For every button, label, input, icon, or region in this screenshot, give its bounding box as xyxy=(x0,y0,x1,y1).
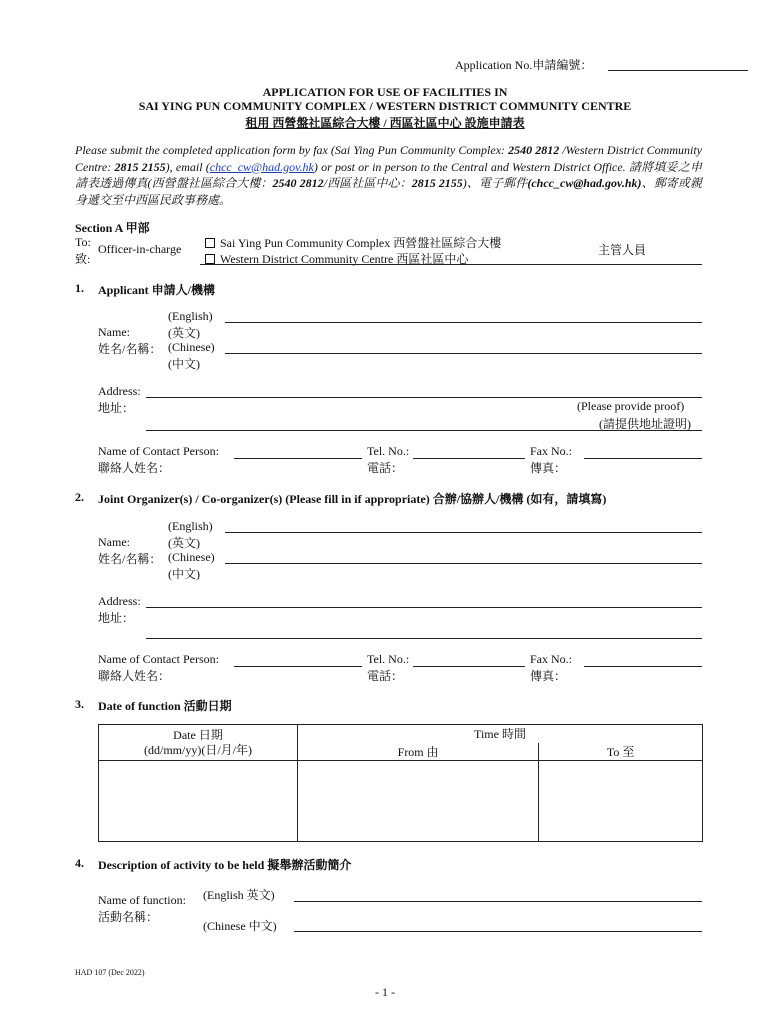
s1-proof-note: (Please provide proof) xyxy=(577,399,685,413)
s1-tel-label: Tel. No.: xyxy=(367,444,410,458)
function-name-label-zh: 活動名稱： xyxy=(98,910,159,924)
s1-address-field-1[interactable] xyxy=(146,397,702,398)
application-no-field[interactable] xyxy=(608,70,748,71)
time-header: Time 時間 xyxy=(298,725,703,743)
page-number: - 1 - xyxy=(375,985,395,999)
s1-chinese-label: (Chinese) xyxy=(168,340,215,354)
s2-name-chinese-field[interactable] xyxy=(225,563,702,564)
s2-contact-label: Name of Contact Person: xyxy=(98,652,219,666)
s2-tel-label-zh: 電話： xyxy=(367,669,404,683)
s2-address-label-zh: 地址： xyxy=(98,611,135,625)
s2-fax-field[interactable] xyxy=(584,666,702,667)
s2-chinese-label: (Chinese) xyxy=(168,550,215,564)
date-cell[interactable] xyxy=(99,761,298,842)
s2-fax-label-zh: 傳真： xyxy=(530,669,567,683)
s2-tel-label: Tel. No.: xyxy=(367,652,410,666)
to-label-zh: 致: xyxy=(75,252,91,266)
s3-number: 3. xyxy=(75,697,84,711)
s1-contact-label-zh: 聯絡人姓名： xyxy=(98,461,171,475)
s1-fax-field[interactable] xyxy=(584,458,702,459)
function-chinese-label: (Chinese 中文) xyxy=(203,919,277,933)
intro-paragraph: Please submit the completed application form by fax (Sai Ying Pun Community Complex: 2540 2812 /Western District Community Centre: 2815 2155), email (chcc_cw@had.gov.hk) or post or in person to the Central and Western District Office. 請將填妥之申請表透過傳真(西營盤社區綜合大樓：2540 2812/西區社區中心：2815 2155)、電子郵件(chcc_cw@had.gov.hk)、郵寄或親身遞交至中西區民政事務處。 xyxy=(75,143,703,207)
s2-chinese-label-zh: (中文) xyxy=(168,567,200,581)
s2-number: 2. xyxy=(75,490,84,504)
s1-name-english-field[interactable] xyxy=(225,322,702,323)
form-title-line2: SAI YING PUN COMMUNITY COMPLEX / WESTERN DISTRICT COMMUNITY CENTRE xyxy=(138,99,632,113)
s1-number: 1. xyxy=(75,281,84,295)
from-header: From 由 xyxy=(298,743,539,761)
s1-english-label-zh: (英文) xyxy=(168,326,200,340)
date-header: Date 日期 (dd/mm/yy)(日/月/年) xyxy=(99,725,298,761)
s2-name-label-zh: 姓名/名稱： xyxy=(98,552,162,566)
s2-english-label-zh: (英文) xyxy=(168,536,200,550)
s1-address-field-2[interactable] xyxy=(146,430,702,431)
email-link[interactable]: chcc_cw@had.gov.hk xyxy=(209,159,314,174)
officer-label-zh: 主管人員 xyxy=(598,243,647,257)
s2-address-field-2[interactable] xyxy=(146,638,702,639)
application-no-label: Application No.申請編號： xyxy=(455,58,593,72)
from-cell[interactable] xyxy=(298,761,539,842)
to-header: To 至 xyxy=(539,743,703,761)
to-label: To: xyxy=(75,235,91,249)
s2-contact-field[interactable] xyxy=(234,666,362,667)
s2-contact-label-zh: 聯絡人姓名： xyxy=(98,669,171,683)
function-name-label: Name of function: xyxy=(98,893,186,907)
s1-name-label-zh: 姓名/名稱： xyxy=(98,342,162,356)
checkbox-icon[interactable] xyxy=(205,254,215,264)
s1-contact-field[interactable] xyxy=(234,458,362,459)
s1-tel-field[interactable] xyxy=(413,458,525,459)
function-chinese-field[interactable] xyxy=(294,931,702,932)
s1-name-label: Name: xyxy=(98,325,130,339)
s1-fax-label-zh: 傳真： xyxy=(530,461,567,475)
section-a-label: Section A 甲部 xyxy=(75,221,150,235)
checkbox-icon[interactable] xyxy=(205,238,215,248)
form-code: HAD 107 (Dec 2022) xyxy=(75,968,145,977)
function-english-field[interactable] xyxy=(294,901,702,902)
s4-title: Description of activity to be held 擬舉辦活動簡介 xyxy=(98,858,352,872)
form-title-line3: 租用 西營盤社區綜合大樓 / 西區社區中心 設施申請表 xyxy=(245,116,525,130)
form-title-line1: APPLICATION FOR USE OF FACILITIES IN xyxy=(262,85,508,99)
s1-title: Applicant 申請人/機構 xyxy=(98,283,216,297)
section-a-underline xyxy=(200,264,702,265)
date-time-table xyxy=(98,724,703,842)
s1-address-label: Address: xyxy=(98,384,141,398)
s1-proof-note-zh: (請提供地址證明) xyxy=(599,417,691,431)
function-english-label: (English 英文) xyxy=(203,888,275,902)
s1-contact-label: Name of Contact Person: xyxy=(98,444,219,458)
s2-tel-field[interactable] xyxy=(413,666,525,667)
to-cell[interactable] xyxy=(539,761,703,842)
officer-label: Officer-in-charge xyxy=(98,242,182,256)
option-western-district[interactable]: Western District Community Centre 西區社區中心 xyxy=(205,250,468,267)
s1-name-chinese-field[interactable] xyxy=(225,353,702,354)
s4-number: 4. xyxy=(75,856,84,870)
s1-chinese-label-zh: (中文) xyxy=(168,357,200,371)
s1-address-label-zh: 地址： xyxy=(98,401,135,415)
option-sai-ying-pun[interactable]: Sai Ying Pun Community Complex 西營盤社區綜合大樓 xyxy=(205,234,501,251)
s2-title: Joint Organizer(s) / Co-organizer(s) (Please fill in if appropriate) 合辦/協辦人/機構 (如有，請填寫) xyxy=(98,492,607,506)
s1-tel-label-zh: 電話： xyxy=(367,461,404,475)
s2-address-label: Address: xyxy=(98,594,141,608)
s2-address-field-1[interactable] xyxy=(146,607,702,608)
s2-english-label: (English) xyxy=(168,519,213,533)
s2-name-english-field[interactable] xyxy=(225,532,702,533)
s2-name-label: Name: xyxy=(98,535,130,549)
s1-fax-label: Fax No.: xyxy=(530,444,572,458)
s2-fax-label: Fax No.: xyxy=(530,652,572,666)
s1-english-label: (English) xyxy=(168,309,213,323)
s3-title: Date of function 活動日期 xyxy=(98,699,232,713)
